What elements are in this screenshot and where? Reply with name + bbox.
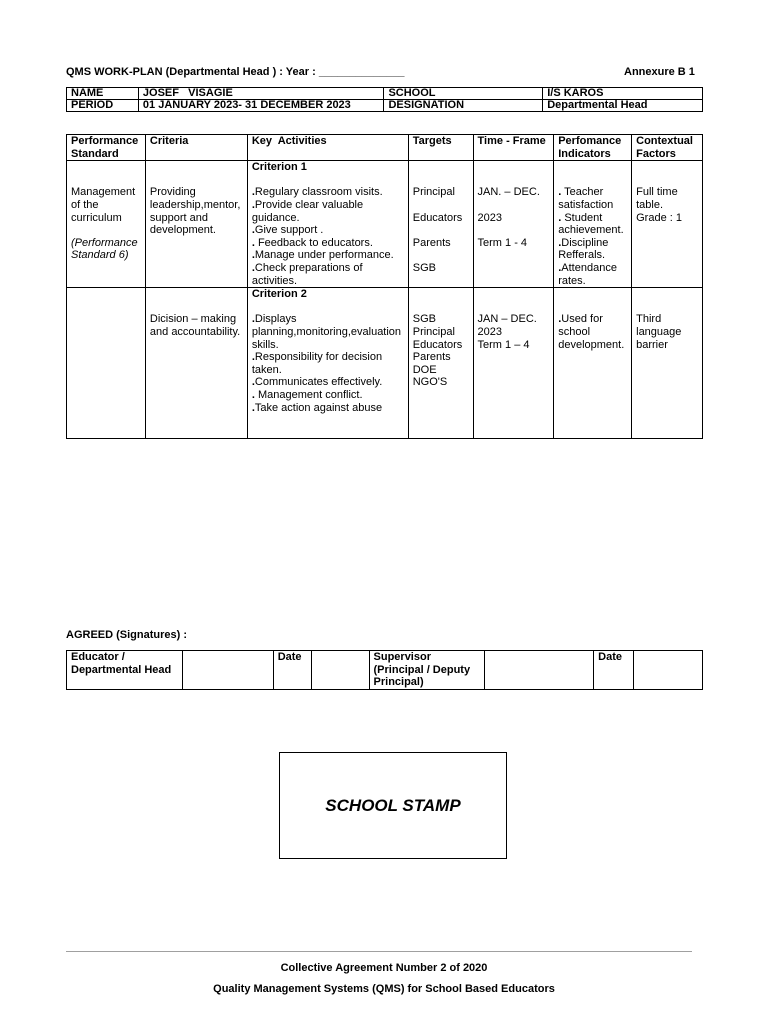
supervisor-label: Supervisor (Principal / Deputy Principal) xyxy=(369,651,485,690)
targets-cell: Principal Educators Parents SGB xyxy=(408,161,473,288)
supervisor-signature-field[interactable] xyxy=(485,651,594,690)
criteria-cell: Providing leadership,mentor, support and development. xyxy=(145,161,247,288)
performance-indicators-cell: . Teacher satisfaction . Student achievement. . Discipline Refferals. . Attendance rates. xyxy=(554,161,632,288)
school-value: I/S KAROS xyxy=(543,88,703,100)
performance-standard-cell xyxy=(67,288,146,439)
footer-divider xyxy=(66,951,692,952)
school-stamp-box xyxy=(279,752,507,859)
signature-table xyxy=(66,650,703,690)
table-row xyxy=(67,288,703,439)
header-performance-standard: Performance Standard xyxy=(67,135,146,161)
educator-label: Educator / Departmental Head xyxy=(67,651,183,690)
header-targets: Targets xyxy=(408,135,473,161)
name-value: JOSEF VISAGIE xyxy=(138,88,384,100)
time-frame-cell: JAN – DEC. 2023 Term 1 – 4 xyxy=(473,288,554,439)
educator-date-field[interactable] xyxy=(311,651,369,690)
school-label: SCHOOL xyxy=(384,88,543,100)
footer-line-2: Quality Management Systems (QMS) for School Based Educators xyxy=(213,983,555,995)
work-plan-table xyxy=(66,134,703,439)
header-time-frame: Time - Frame xyxy=(473,135,554,161)
time-frame-cell: JAN. – DEC. 2023 Term 1 - 4 xyxy=(473,161,554,288)
criterion-heading: Criterion 2 xyxy=(251,288,307,301)
table-row xyxy=(67,161,703,288)
period-value: 01 JANUARY 2023- 31 DECEMBER 2023 xyxy=(138,100,384,112)
criterion-heading: Criterion 1 xyxy=(251,161,307,174)
educator-signature-field[interactable] xyxy=(182,651,273,690)
agreed-label: AGREED (Signatures) : xyxy=(66,629,188,641)
contextual-factors-cell: Third language barrier xyxy=(632,288,703,439)
header-criteria: Criteria xyxy=(145,135,247,161)
performance-standard-cell: Management of the curriculum (Performance Standard 6) xyxy=(67,161,146,288)
info-table xyxy=(66,87,703,112)
educator-date-label: Date xyxy=(273,651,311,690)
supervisor-date-field[interactable] xyxy=(634,651,703,690)
targets-cell: SGB Principal Educators Parents DOE NGO'S xyxy=(408,288,473,439)
footer-line-1: Collective Agreement Number 2 of 2020 xyxy=(280,962,488,974)
header-contextual-factors: Contextual Factors xyxy=(632,135,703,161)
header-performance-indicators: Perfomance Indicators xyxy=(554,135,632,161)
criteria-cell: Dicision – making and accountability. xyxy=(145,288,247,439)
performance-indicators-cell: . Used for school development. xyxy=(554,288,632,439)
table-header-row xyxy=(67,135,703,161)
contextual-factors-cell: Full time table. Grade : 1 xyxy=(632,161,703,288)
period-label: PERIOD xyxy=(67,100,139,112)
designation-label: DESIGNATION xyxy=(384,100,543,112)
supervisor-date-label: Date xyxy=(594,651,634,690)
key-activities-cell: Criterion 2 . Displays planning,monitoring,evaluation skills. . Responsibility for decision taken. . Communicates effectively. . Management conflict. . Take action against abuse xyxy=(247,288,408,439)
key-activities-cell: Criterion 1 . Regulary classroom visits. . Provide clear valuable guidance. . Give support . . Feedback to educators. . Manage under performance. . Check preparations of activities. xyxy=(247,161,408,288)
annexure-label: Annexure B 1 xyxy=(624,66,695,78)
designation-value: Departmental Head xyxy=(543,100,703,112)
page-title: QMS WORK-PLAN (Departmental Head ) : Year : ______________ xyxy=(66,66,405,78)
header-key-activities: Key Activities xyxy=(247,135,408,161)
school-stamp-label: SCHOOL STAMP xyxy=(325,795,461,815)
name-label: NAME xyxy=(67,88,139,100)
